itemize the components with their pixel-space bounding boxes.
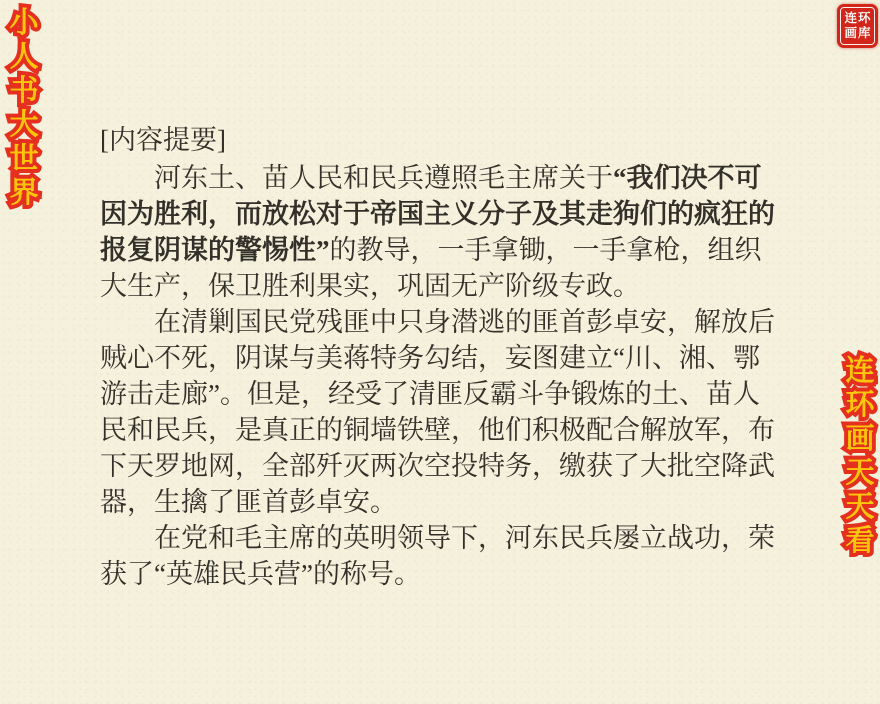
- text-segment: 器，生擒了匪首彭卓安。: [100, 487, 397, 517]
- banner-char: 画: [845, 423, 875, 455]
- summary-line: [100, 448, 775, 484]
- text-segment: 民和民兵，是真正的铜墙铁壁，他们积极配合解放军，布: [100, 415, 775, 445]
- banner-char: 小: [9, 7, 39, 39]
- summary-heading: [内容提要]: [100, 125, 226, 155]
- summary-line: [100, 484, 768, 520]
- text-segment: 获了“英雄民兵营”的称号。: [100, 559, 421, 589]
- right-banner: [840, 354, 880, 558]
- text-segment: 大生产，保卫胜利果实，巩固无产阶级专政。: [100, 271, 640, 301]
- seal-line: 连环: [844, 11, 872, 25]
- text-segment: 在党和毛主席的英明领导下，河东民兵屡立战功，荣: [154, 523, 775, 553]
- banner-char: 界: [9, 177, 39, 209]
- text-segment: 在清剿国民党残匪中只身潜逃的匪首彭卓安，解放后: [154, 307, 775, 337]
- quote-bold-segment: 因为胜利，而放松对于帝国主义分子及其走狗们的疯狂的: [100, 199, 775, 229]
- seal-line: 画库: [844, 26, 872, 40]
- banner-char: 看: [845, 525, 875, 557]
- text-segment: 游击走廊”。但是，经受了清匪反霸斗争锻炼的土、苗人: [100, 379, 760, 409]
- banner-char: 书: [9, 75, 39, 107]
- summary-line: [100, 520, 775, 556]
- quote-bold-segment: “我们决不可: [613, 163, 762, 193]
- summary-line: [100, 268, 768, 304]
- banner-char: 连: [845, 355, 875, 387]
- left-banner: [4, 6, 44, 210]
- banner-char: 大: [9, 109, 39, 141]
- summary-line: [100, 556, 768, 592]
- text-segment: 的教导，一手拿锄，一手拿枪，组织: [329, 235, 762, 265]
- quote-bold-segment: 报复阴谋的警惕性”: [100, 235, 330, 265]
- seal-stamp: [837, 4, 878, 48]
- text-segment: 贼心不死，阴谋与美蒋特务勾结，妄图建立“川、湘、鄂: [100, 343, 760, 373]
- text-segment: 下天罗地网，全部歼灭两次空投特务，缴获了大批空降武: [100, 451, 775, 481]
- summary-line: [100, 196, 775, 232]
- seal-border: [840, 7, 875, 45]
- banner-char: 天: [845, 491, 875, 523]
- summary-line: [100, 304, 775, 340]
- summary-line: [100, 160, 768, 196]
- banner-char: 天: [845, 457, 875, 489]
- banner-char: 人: [9, 41, 39, 73]
- banner-char: 世: [9, 143, 39, 175]
- content-summary: [100, 122, 775, 592]
- banner-char: 环: [845, 389, 875, 421]
- summary-lines: [100, 160, 775, 592]
- text-segment: 河东土、苗人民和民兵遵照毛主席关于: [154, 163, 613, 193]
- summary-line: [100, 340, 768, 376]
- summary-line: [100, 376, 768, 412]
- summary-line: [100, 412, 775, 448]
- summary-line: [100, 232, 768, 268]
